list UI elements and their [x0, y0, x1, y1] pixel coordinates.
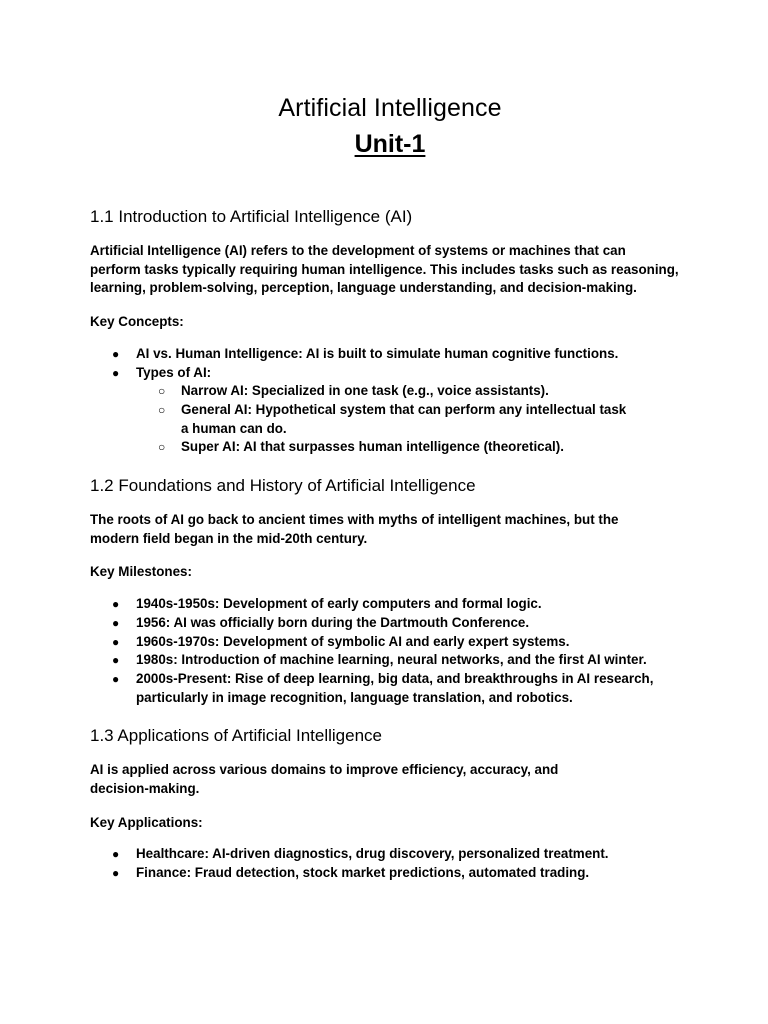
hollow-bullet-icon: ○ — [158, 402, 166, 417]
hollow-bullet-icon: ○ — [158, 440, 166, 455]
key-milestones-list — [90, 595, 690, 707]
bullet-icon: ● — [112, 847, 120, 862]
key-milestones-label: Key Milestones: — [90, 564, 192, 580]
bullet-icon: ● — [112, 346, 120, 361]
section-1-3-paragraph: AI is applied across various domains to improve efficiency, accuracy, and decision-making. — [90, 762, 559, 797]
list-item: ● 2000s-Present: Rise of deep learning, big data, and breakthroughs in AI research, particularly in image recognition, language translation, and robotics. — [112, 670, 654, 705]
bullet-icon: ● — [112, 866, 120, 881]
bullet-icon: ● — [112, 597, 120, 612]
section-heading-1-3: 1.3 Applications of Artificial Intelligence — [90, 726, 383, 746]
hollow-bullet-icon: ○ — [158, 384, 166, 399]
document-page — [90, 90, 690, 883]
list-item: ● Types of AI: ○ Narrow AI: Specialized in one task (e.g., voice assistants). ○ General AI: Hypothetical system that can perform any intellectual task a human can do. ○ Super AI: AI that surpasses human intelligence (theoretical). — [90, 364, 690, 458]
bullet-icon: ● — [112, 634, 120, 649]
list-item: ● 1980s: Introduction of machine learning, neural networks, and the first AI winter. — [90, 651, 690, 670]
types-of-ai-sublist — [136, 382, 690, 457]
list-item: ● AI vs. Human Intelligence: AI is built to simulate human cognitive functions. — [90, 345, 690, 364]
sub-list-item: ○ Narrow AI: Specialized in one task (e.g., voice assistants). — [136, 382, 690, 401]
document-subtitle: Unit-1 — [354, 130, 426, 158]
sub-list-item: ○ General AI: Hypothetical system that can perform any intellectual task a human can do. — [158, 401, 627, 436]
section-heading-1-1: 1.1 Introduction to Artificial Intelligence (AI) — [90, 207, 413, 226]
key-concepts-label: Key Concepts: — [90, 314, 184, 330]
list-item: ● 1940s-1950s: Development of early computers and formal logic. — [90, 595, 690, 614]
list-item: ● Finance: Fraud detection, stock market predictions, automated trading. — [90, 864, 690, 883]
bullet-icon: ● — [112, 653, 120, 668]
key-applications-label: Key Applications: — [90, 814, 203, 830]
key-applications-list — [90, 845, 690, 882]
bullet-icon: ● — [112, 671, 120, 686]
section-1-1-paragraph: Artificial Intelligence (AI) refers to the development of systems or machines that can perform tasks typically requiring human intelligence. This includes tasks such as reasoning, learning, problem-solving, perception, language understanding, and decision-making. — [90, 243, 679, 296]
section-heading-1-2: 1.2 Foundations and History of Artificial Intelligence — [90, 476, 476, 496]
list-item: ● Healthcare: AI-driven diagnostics, drug discovery, personalized treatment. — [90, 845, 690, 864]
key-concepts-list — [90, 345, 690, 457]
section-1-2-paragraph: The roots of AI go back to ancient times with myths of intelligent machines, but the modern field began in the mid-20th century. — [90, 512, 619, 546]
list-item: ● 1956: AI was officially born during the Dartmouth Conference. — [90, 614, 690, 633]
list-item: ● 1960s-1970s: Development of symbolic AI and early expert systems. — [90, 633, 690, 652]
bullet-icon: ● — [112, 615, 120, 630]
sub-list-item: ○ Super AI: AI that surpasses human intelligence (theoretical). — [136, 438, 690, 457]
bullet-icon: ● — [112, 365, 120, 380]
document-title: Artificial Intelligence — [278, 94, 502, 122]
